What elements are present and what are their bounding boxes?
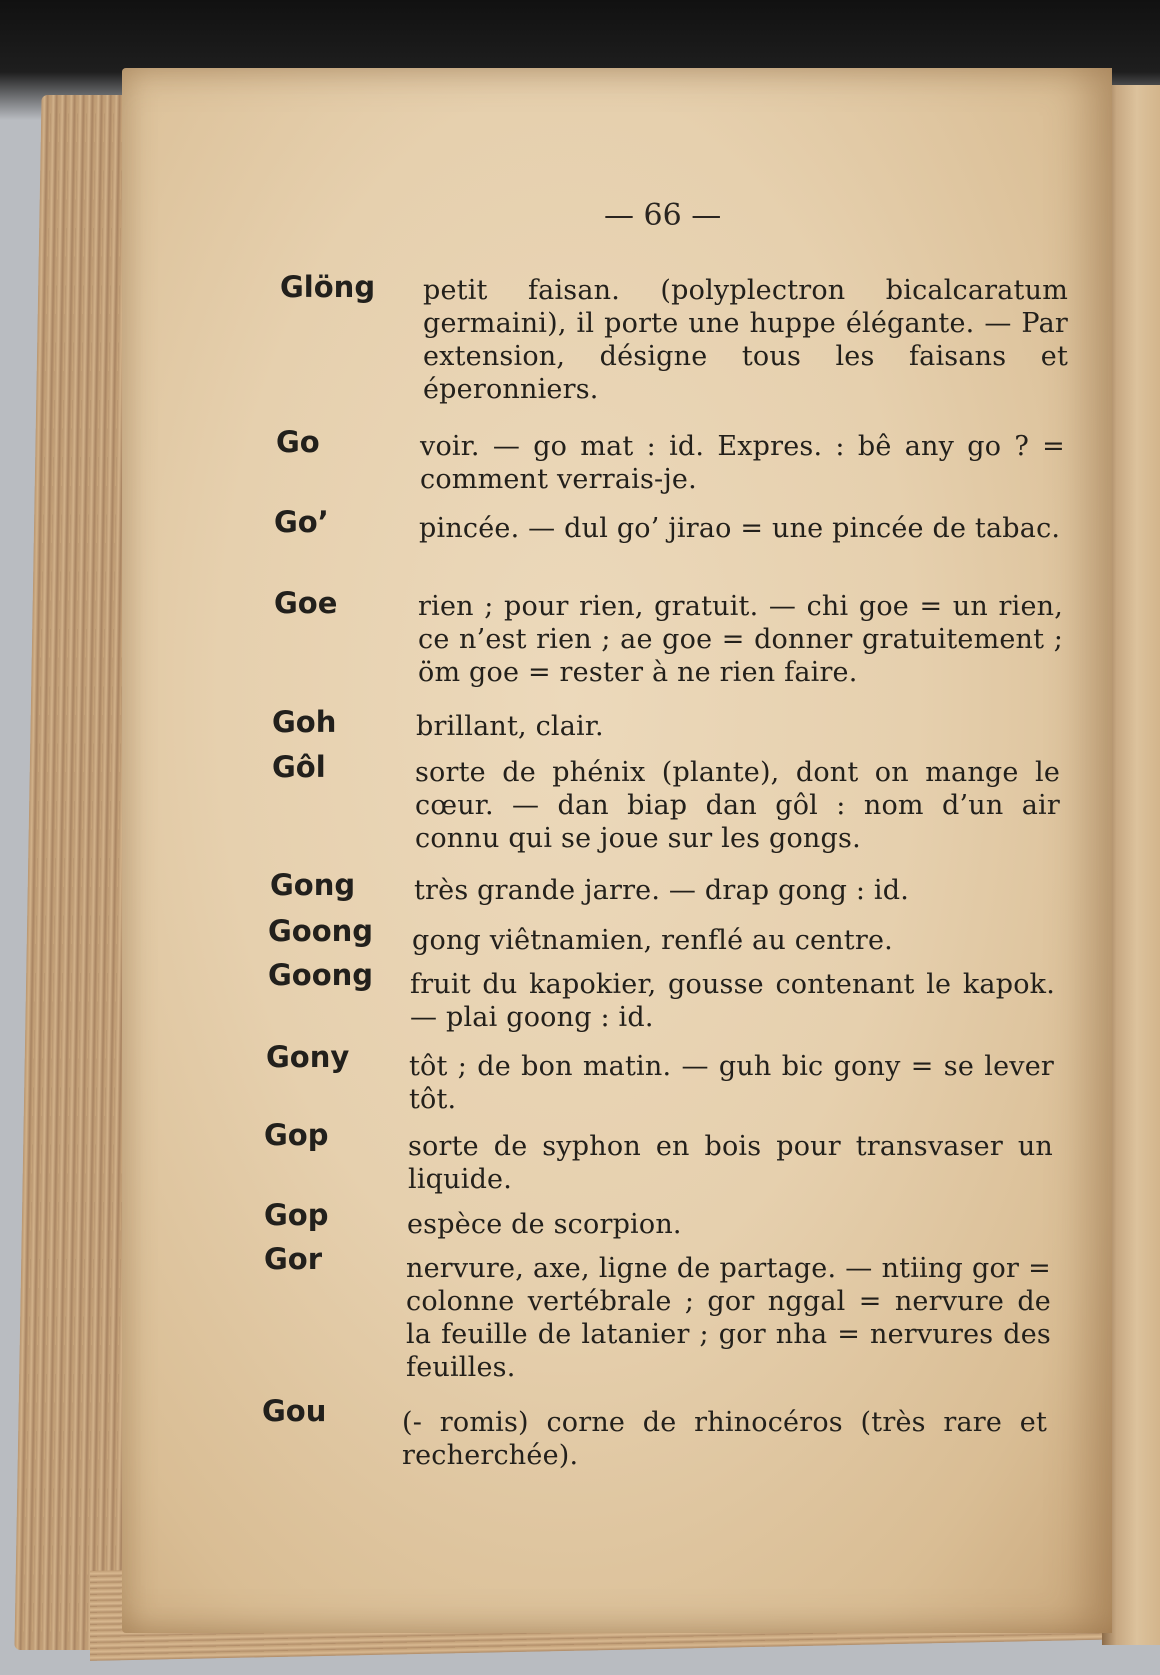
headword: Goh — [272, 705, 337, 739]
headword: Glöng — [280, 270, 376, 304]
definition: gong viêtnamien, renflé au centre. — [412, 925, 893, 956]
definition: pincée. — dul go’ jirao = une pincée de tabac. — [419, 513, 1061, 544]
definition: nervure, axe, ligne de partage. — ntiing gor = colonne vertébrale ; gor nggal = nervure de la feuille de latanier ; gor nha = nervures des feuilles. — [406, 1253, 1051, 1383]
headword: Gony — [266, 1040, 350, 1074]
headword: Goe — [274, 586, 338, 620]
headword: Gôl — [272, 750, 326, 784]
headword: Gou — [262, 1394, 327, 1428]
definition: tôt ; de bon matin. — guh bic gony = se lever tôt. — [409, 1051, 1054, 1115]
headword: Gop — [264, 1118, 329, 1152]
definition: voir. — go mat : id. Expres. : bê any go ? = comment verrais-je. — [420, 431, 1065, 495]
page-number: — 66 — — [604, 198, 722, 233]
definition: sorte de phénix (plante), dont on mange le cœur. — dan biap dan gôl : nom d’un air connu qui se joue sur les gongs. — [415, 757, 1060, 854]
definition: espèce de scorpion. — [407, 1209, 682, 1240]
headword: Gop — [264, 1198, 329, 1232]
definition: rien ; pour rien, gratuit. — chi goe = un rien, ce n’est rien ; ae goe = donner gratuitement ; öm goe = rester à ne rien faire. — [418, 591, 1063, 688]
definition: (- romis) corne de rhinocéros (très rare et recherchée). — [402, 1407, 1047, 1471]
headword: Goong — [268, 958, 374, 992]
definition: petit faisan. (polyplectron bicalcaratum germaini), il porte une huppe élégante. — Par extension, désigne tous les faisans et éperonniers. — [423, 275, 1068, 405]
headword: Go’ — [274, 505, 329, 539]
definition: brillant, clair. — [416, 711, 604, 742]
definition: fruit du kapokier, gousse contenant le kapok. — plai goong : id. — [410, 969, 1055, 1033]
definition: sorte de syphon en bois pour transvaser un liquide. — [408, 1131, 1053, 1195]
headword: Gor — [264, 1242, 323, 1276]
headword: Go — [276, 425, 320, 459]
headword: Gong — [270, 868, 356, 902]
headword: Goong — [268, 914, 374, 948]
definition: très grande jarre. — drap gong : id. — [414, 875, 910, 906]
